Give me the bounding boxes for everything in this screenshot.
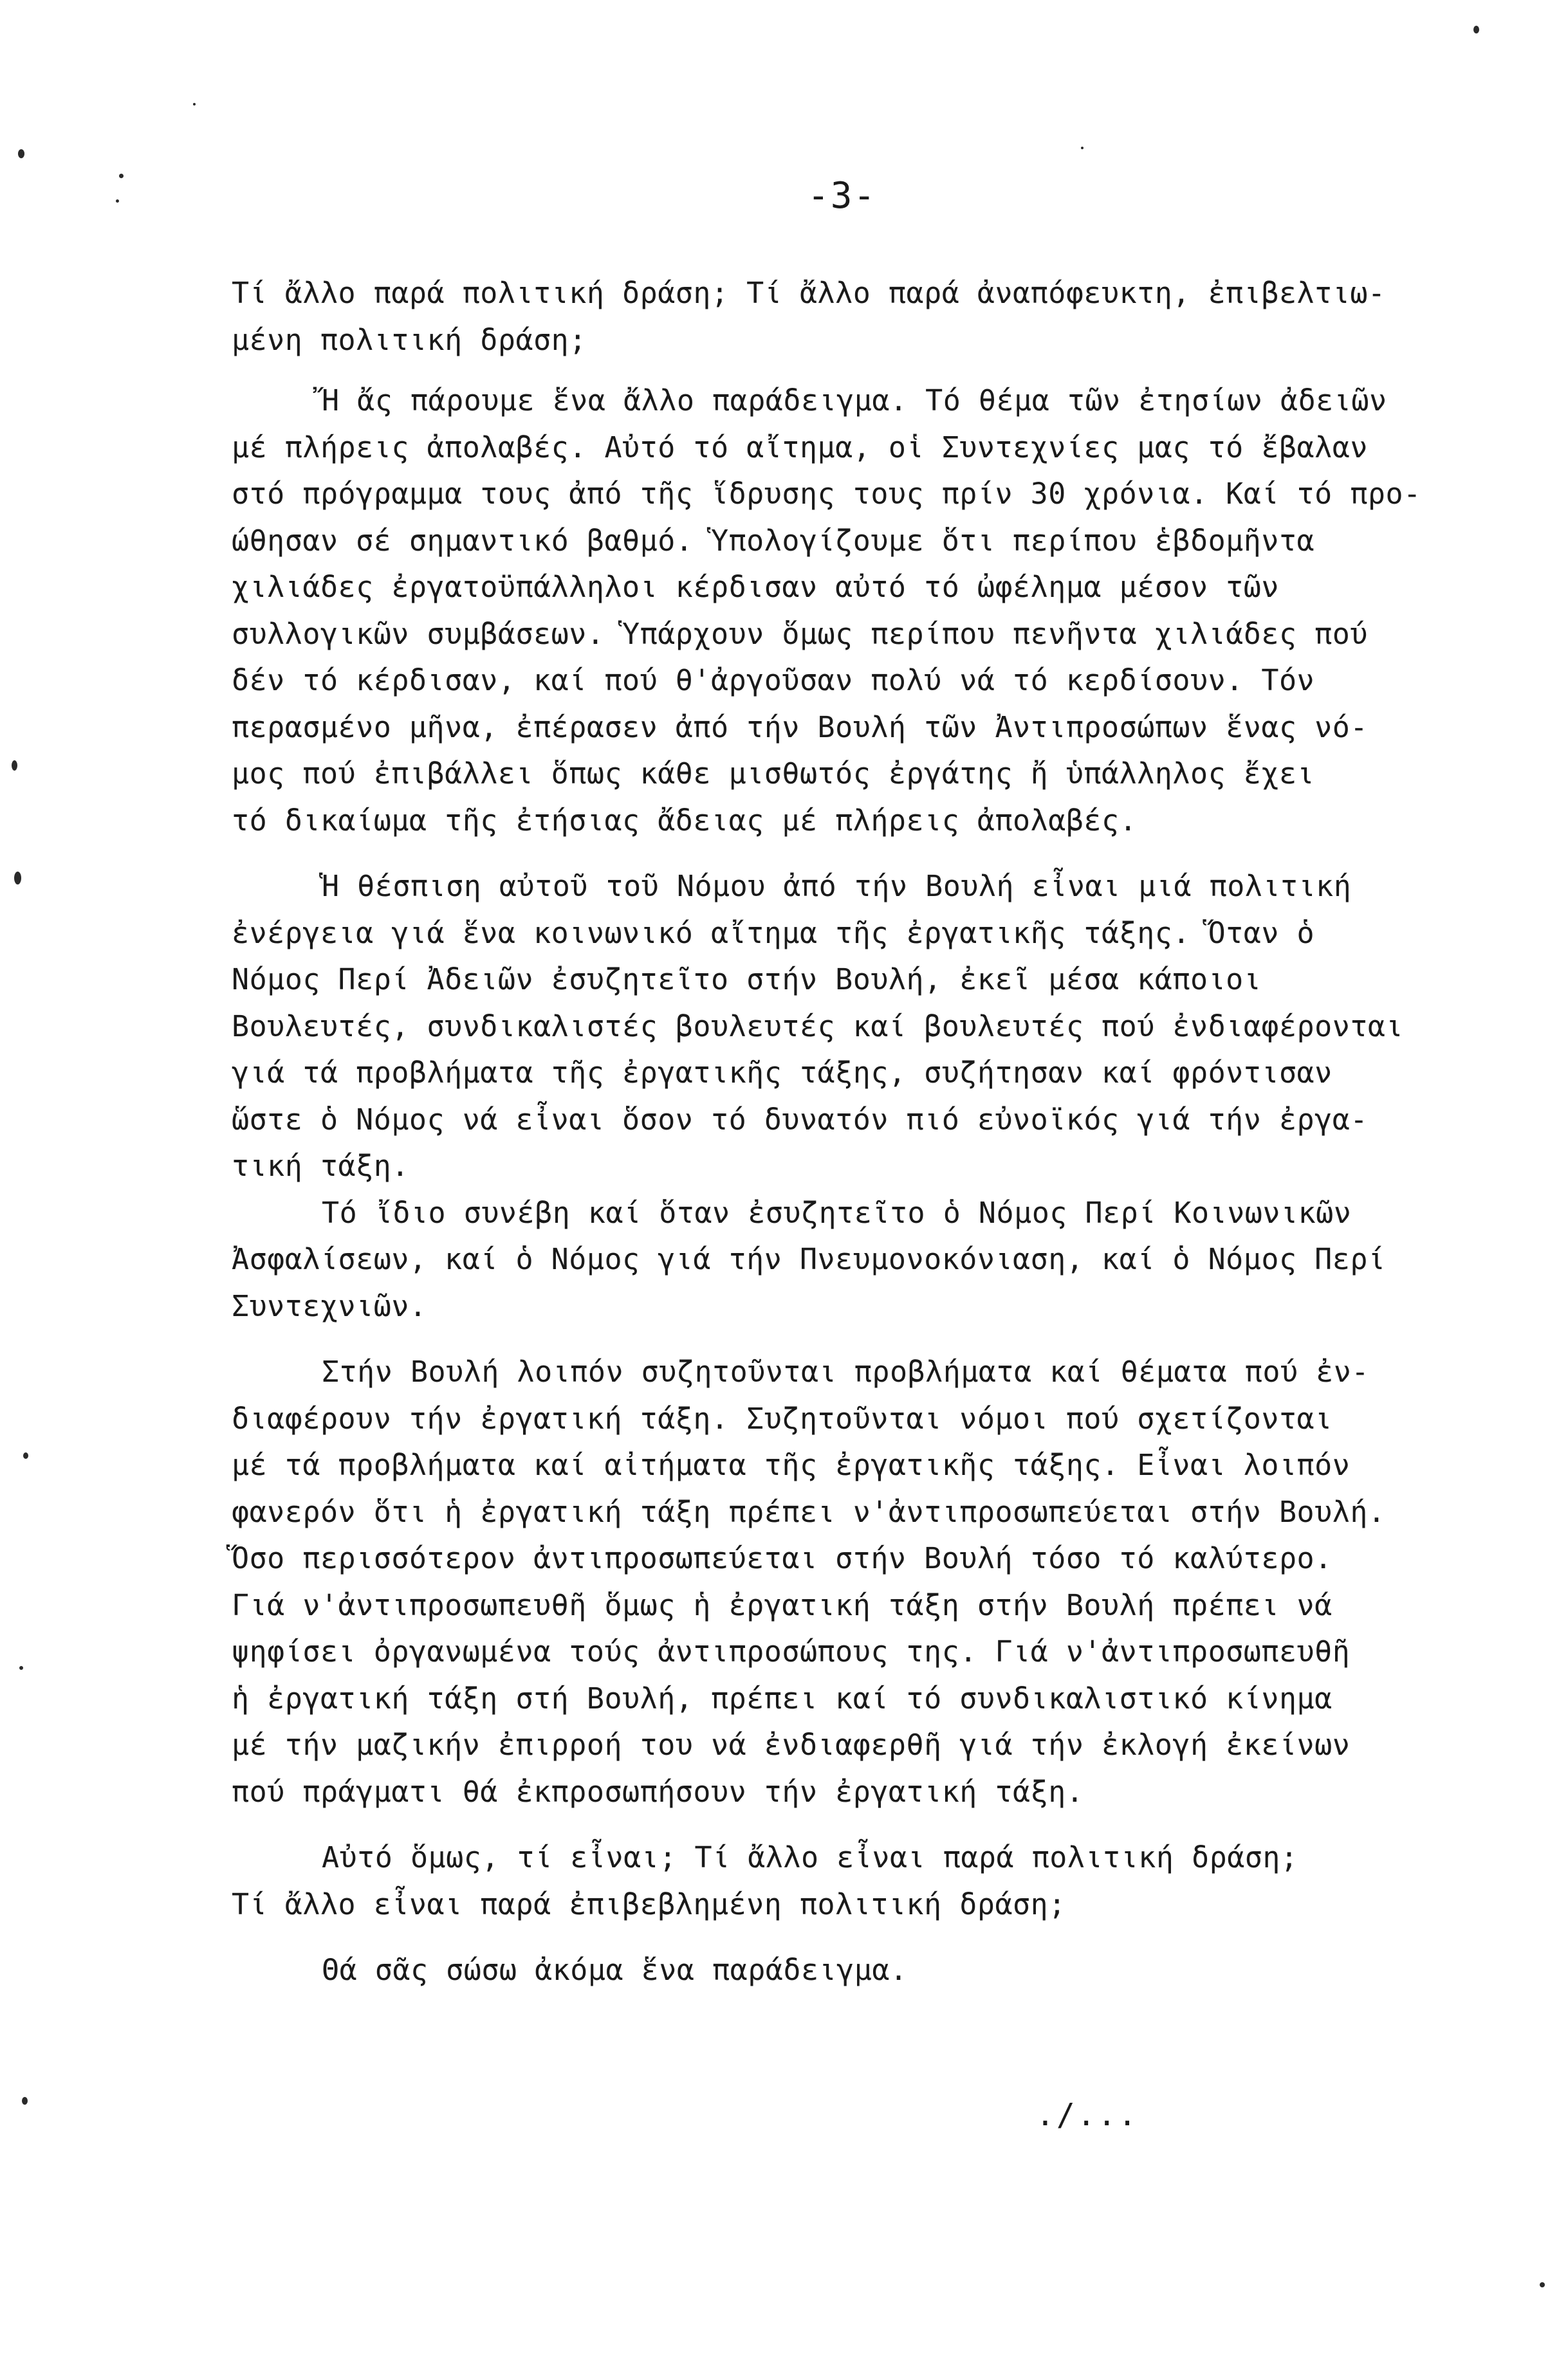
- text-line: Τό ἴδιο συνέβη καί ὅταν ἐσυζητεῖτο ὁ Νόμος Περί Κοινωνικῶν: [322, 1195, 1352, 1230]
- scan-speck: [18, 149, 24, 158]
- scan-speck: [22, 2097, 28, 2105]
- page-number: -3-: [807, 175, 877, 217]
- scan-speck: [1081, 147, 1084, 149]
- text-line: Συντεχνιῶν.: [232, 1288, 427, 1323]
- text-line: Ὅσο περισσότερον ἀντιπροσωπεύεται στήν Βουλή τόσο τό καλύτερο.: [232, 1541, 1333, 1575]
- text-line: συλλογικῶν συμβάσεων. Ὑπάρχουν ὅμως περίπου πενῆντα χιλιάδες πού: [232, 616, 1368, 651]
- paragraph-4: [232, 1190, 1544, 1330]
- text-line: χιλιάδες ἐργατοϋπάλληλοι κέρδισαν αὐτό τό ὠφέλημα μέσον τῶν: [232, 570, 1279, 604]
- document-body: [232, 270, 1544, 1994]
- text-line: γιά τά προβλήματα τῆς ἐργατικῆς τάξης, συζήτησαν καί φρόντισαν: [232, 1056, 1333, 1090]
- text-line: πού πράγματι θά ἐκπροσωπήσουν τήν ἐργατική τάξη.: [232, 1774, 1084, 1809]
- text-line: μέ τήν μαζικήν ἐπιρροή του νά ἐνδιαφερθῆ γιά τήν ἐκλογή ἐκείνων: [232, 1728, 1351, 1762]
- scan-speck: [19, 1666, 23, 1670]
- text-line: Τί ἄλλο παρά πολιτική δράση; Τί ἄλλο παρά ἀναπόφευκτη, ἐπιβελτιω-: [232, 276, 1386, 310]
- text-line: μένη πολιτική δράση;: [232, 322, 587, 357]
- text-line: Τί ἄλλο εἶναι παρά ἐπιβεβλημένη πολιτική δράση;: [232, 1887, 1066, 1921]
- text-line: περασμένο μῆνα, ἐπέρασεν ἀπό τήν Βουλή τῶν Ἀντιπροσώπων ἕνας νό-: [232, 709, 1368, 744]
- paragraph-7: [232, 1947, 1544, 1994]
- text-line: Βουλευτές, συνδικαλιστές βουλευτές καί βουλευτές πού ἐνδιαφέρονται: [232, 1009, 1404, 1043]
- continuation-mark: ./...: [1036, 2097, 1139, 2133]
- text-line: διαφέρουν τήν ἐργατική τάξη. Συζητοῦνται νόμοι πού σχετίζονται: [232, 1401, 1333, 1436]
- text-line: Στήν Βουλή λοιπόν συζητοῦνται προβλήματα καί θέματα πού ἐν-: [322, 1355, 1369, 1389]
- text-line: Θά σᾶς σώσω ἀκόμα ἕνα παράδειγμα.: [322, 1953, 908, 1987]
- text-line: ἐνέργεια γιά ἕνα κοινωνικό αἴτημα τῆς ἐργατικῆς τάξης. Ὅταν ὁ: [232, 915, 1315, 950]
- scan-speck: [23, 1452, 28, 1459]
- paragraph-2: [232, 378, 1544, 844]
- text-line: τική τάξη.: [232, 1149, 409, 1183]
- scan-speck: [1540, 2282, 1545, 2287]
- text-line: Γιά ν'ἀντιπροσωπευθῆ ὅμως ἡ ἐργατική τάξη στήν Βουλή πρέπει νά: [232, 1588, 1333, 1622]
- paragraph-5: [232, 1349, 1544, 1815]
- text-line: ἡ ἐργατική τάξη στή Βουλή, πρέπει καί τό συνδικαλιστικό κίνημα: [232, 1681, 1333, 1716]
- text-line: Αὐτό ὅμως, τί εἶναι; Τί ἄλλο εἶναι παρά πολιτική δράση;: [322, 1840, 1298, 1874]
- scan-speck: [12, 760, 17, 771]
- scan-speck: [1473, 26, 1479, 33]
- text-line: τό δικαίωμα τῆς ἐτήσιας ἄδειας μέ πλήρεις ἀπολαβές.: [232, 803, 1138, 838]
- text-line: φανερόν ὅτι ἡ ἐργατική τάξη πρέπει ν'ἀντιπροσωπεύεται στήν Βουλή.: [232, 1494, 1386, 1529]
- scan-speck: [14, 872, 21, 884]
- paragraph-1: [232, 270, 1544, 363]
- text-line: Νόμος Περί Ἀδειῶν ἐσυζητεῖτο στήν Βουλή, ἐκεῖ μέσα κάποιοι: [232, 962, 1262, 996]
- text-line: Ἤ ἄς πάρουμε ἕνα ἄλλο παράδειγμα. Τό θέμα τῶν ἐτησίων ἀδειῶν: [322, 383, 1387, 417]
- text-line: ψηφίσει ὀργανωμένα τούς ἀντιπροσώπους της. Γιά ν'ἀντιπροσωπευθῆ: [232, 1634, 1351, 1669]
- text-line: στό πρόγραμμα τους ἀπό τῆς ἵδρυσης τους πρίν 30 χρόνια. Καί τό προ-: [232, 477, 1421, 511]
- text-line: Ἡ θέσπιση αὐτοῦ τοῦ Νόμου ἀπό τήν Βουλή εἶναι μιά πολιτική: [322, 869, 1352, 903]
- scan-speck: [116, 199, 119, 203]
- text-line: Ἀσφαλίσεων, καί ὁ Νόμος γιά τήν Πνευμονοκόνιαση, καί ὁ Νόμος Περί: [232, 1242, 1386, 1276]
- scan-speck: [119, 174, 124, 178]
- paragraph-6: [232, 1835, 1544, 1928]
- text-line: δέν τό κέρδισαν, καί πού θ'ἀργοῦσαν πολύ νά τό κερδίσουν. Τόν: [232, 663, 1315, 697]
- text-line: ώθησαν σέ σημαντικό βαθμό. Ὑπολογίζουμε ὅτι περίπου ἑβδομῆντα: [232, 523, 1315, 558]
- text-line: ὥστε ὁ Νόμος νά εἶναι ὅσον τό δυνατόν πιό εὐνοϊκός γιά τήν ἐργα-: [232, 1102, 1368, 1137]
- text-line: μέ τά προβλήματα καί αἰτήματα τῆς ἐργατικῆς τάξης. Εἶναι λοιπόν: [232, 1448, 1351, 1482]
- text-line: μος πού ἐπιβάλλει ὅπως κάθε μισθωτός ἐργάτης ἤ ὑπάλληλος ἔχει: [232, 756, 1315, 791]
- paragraph-3: [232, 863, 1544, 1190]
- text-line: μέ πλήρεις ἀπολαβές. Αὐτό τό αἴτημα, οἱ Συντεχνίες μας τό ἔβαλαν: [232, 430, 1368, 464]
- scan-speck: [193, 103, 196, 105]
